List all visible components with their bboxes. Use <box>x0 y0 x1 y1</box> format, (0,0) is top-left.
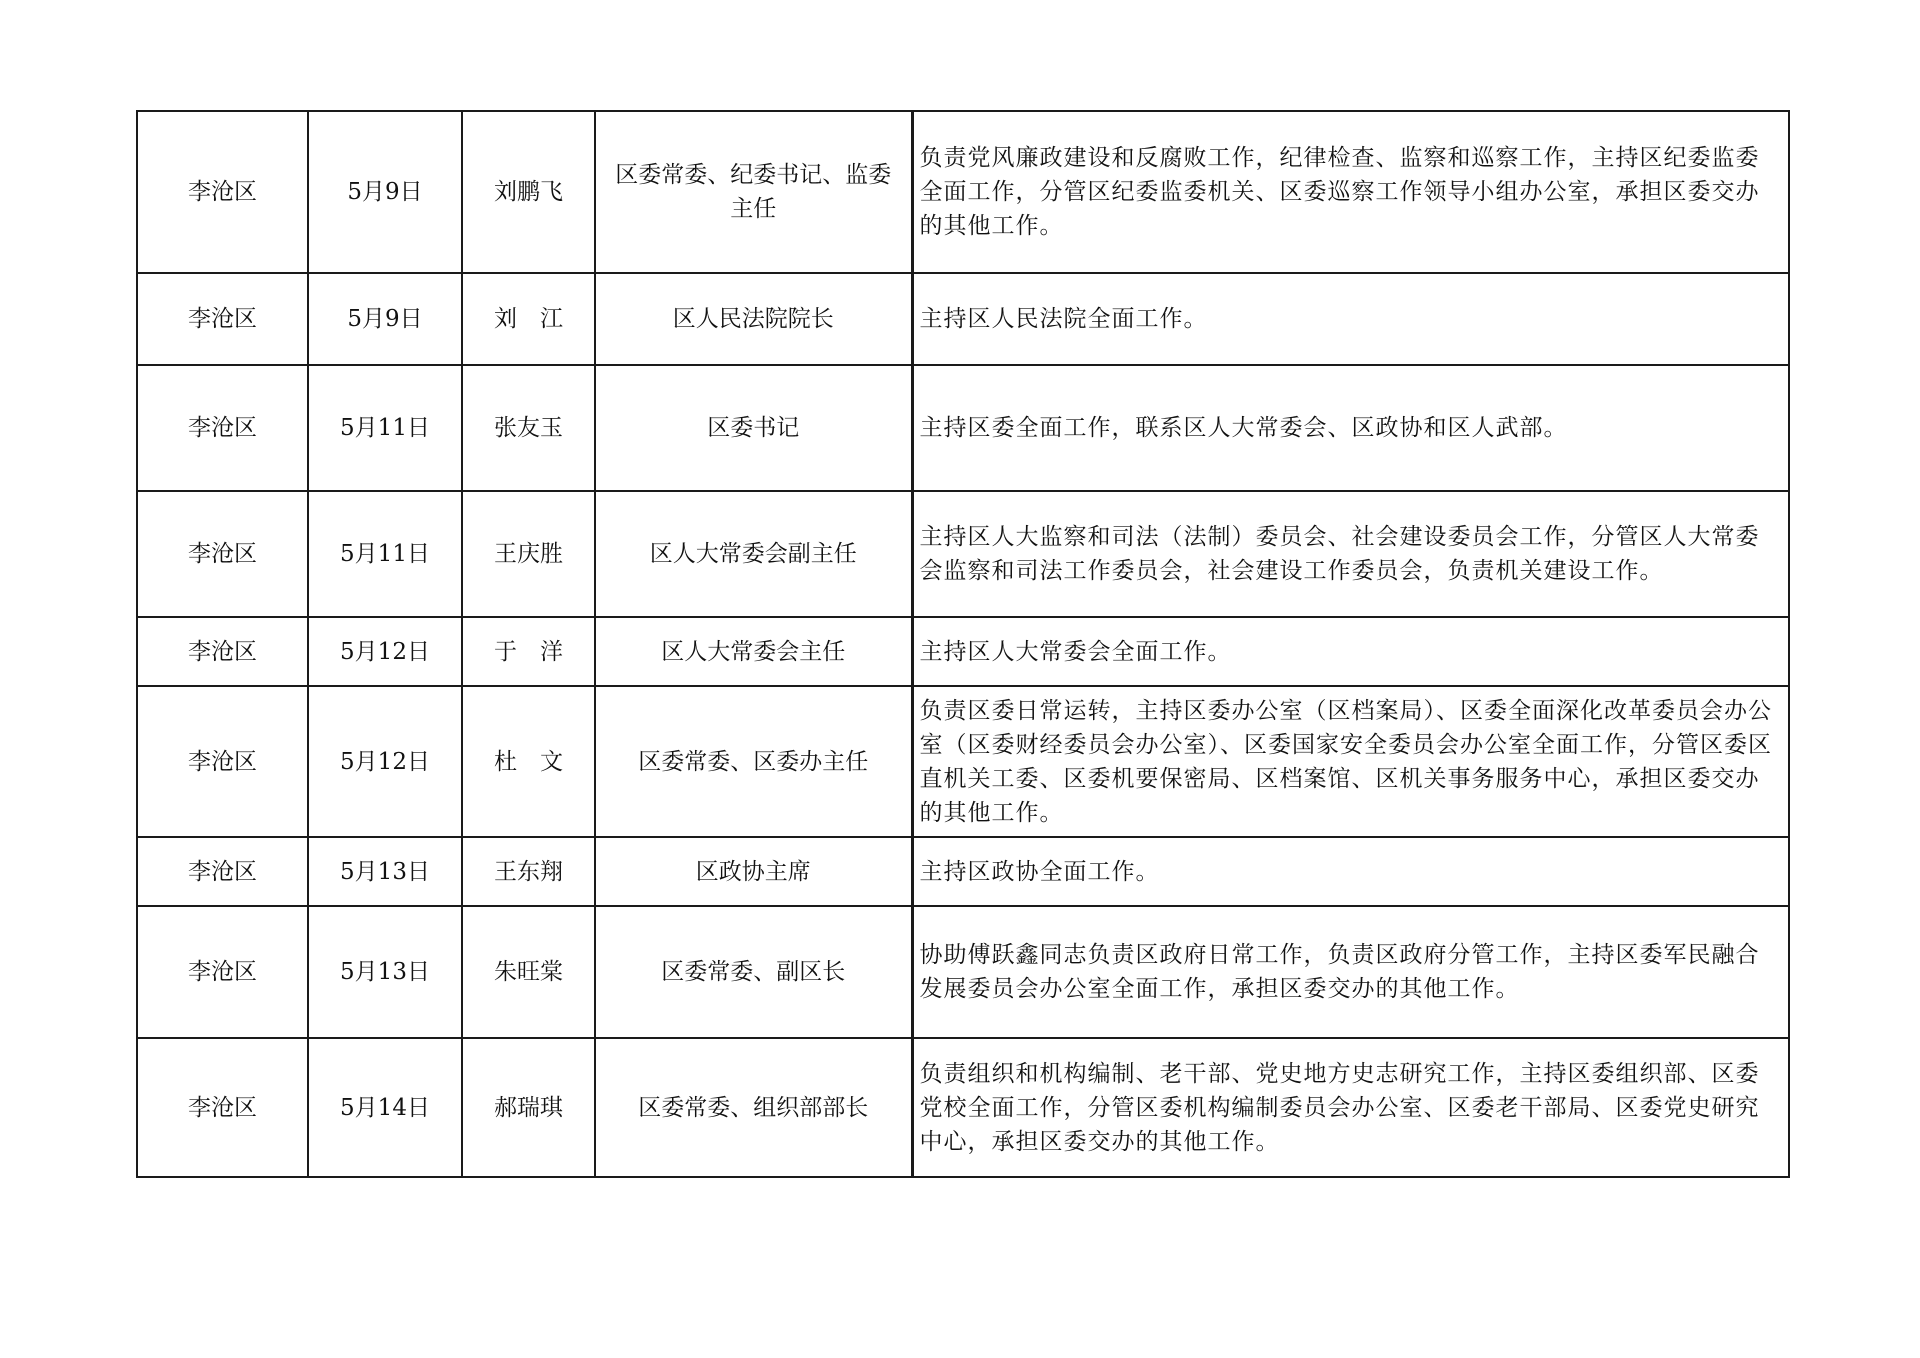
duties-cell: 主持区人大监察和司法（法制）委员会、社会建设委员会工作，分管区人大常委会监察和司法工作委员会，社会建设工作委员会，负责机关建设工作。 <box>912 491 1789 617</box>
position-cell: 区委常委、区委办主任 <box>595 686 912 837</box>
duties-cell: 负责党风廉政建设和反腐败工作，纪律检查、监察和巡察工作，主持区纪委监委全面工作，分管区纪委监委机关、区委巡察工作领导小组办公室，承担区委交办的其他工作。 <box>912 111 1789 273</box>
district-cell: 李沧区 <box>137 1038 308 1177</box>
date-cell: 5月13日 <box>308 837 462 906</box>
district-cell: 李沧区 <box>137 365 308 491</box>
duties-cell: 协助傅跃鑫同志负责区政府日常工作，负责区政府分管工作，主持区委军民融合发展委员会办公室全面工作，承担区委交办的其他工作。 <box>912 906 1789 1038</box>
name-cell: 杜 文 <box>462 686 595 837</box>
table-row <box>137 686 1789 837</box>
duties-cell: 负责区委日常运转，主持区委办公室（区档案局）、区委全面深化改革委员会办公室（区委财经委员会办公室）、区委国家安全委员会办公室全面工作，分管区委区直机关工委、区委机要保密局、区档案馆、区机关事务服务中心，承担区委交办的其他工作。 <box>912 686 1789 837</box>
district-cell: 李沧区 <box>137 837 308 906</box>
table-row <box>137 365 1789 491</box>
table-row <box>137 111 1789 273</box>
duties-cell: 主持区委全面工作，联系区人大常委会、区政协和区人武部。 <box>912 365 1789 491</box>
duties-cell: 主持区人大常委会全面工作。 <box>912 617 1789 686</box>
name-cell: 王东翔 <box>462 837 595 906</box>
date-cell: 5月11日 <box>308 365 462 491</box>
position-cell: 区政协主席 <box>595 837 912 906</box>
officials-table <box>136 110 1790 1178</box>
date-cell: 5月13日 <box>308 906 462 1038</box>
position-cell: 区委常委、副区长 <box>595 906 912 1038</box>
date-cell: 5月12日 <box>308 617 462 686</box>
table-row <box>137 1038 1789 1177</box>
name-cell: 于 洋 <box>462 617 595 686</box>
date-cell: 5月14日 <box>308 1038 462 1177</box>
district-cell: 李沧区 <box>137 491 308 617</box>
date-cell: 5月11日 <box>308 491 462 617</box>
name-cell: 刘鹏飞 <box>462 111 595 273</box>
date-cell: 5月9日 <box>308 273 462 365</box>
name-cell: 王庆胜 <box>462 491 595 617</box>
name-cell: 张友玉 <box>462 365 595 491</box>
date-cell: 5月12日 <box>308 686 462 837</box>
table-row <box>137 617 1789 686</box>
district-cell: 李沧区 <box>137 111 308 273</box>
name-cell: 刘 江 <box>462 273 595 365</box>
position-cell: 区人大常委会副主任 <box>595 491 912 617</box>
name-cell: 郝瑞琪 <box>462 1038 595 1177</box>
duties-cell: 主持区人民法院全面工作。 <box>912 273 1789 365</box>
position-cell: 区委常委、纪委书记、监委主任 <box>595 111 912 273</box>
table-row <box>137 906 1789 1038</box>
duties-cell: 负责组织和机构编制、老干部、党史地方史志研究工作，主持区委组织部、区委党校全面工作，分管区委机构编制委员会办公室、区委老干部局、区委党史研究中心，承担区委交办的其他工作。 <box>912 1038 1789 1177</box>
district-cell: 李沧区 <box>137 906 308 1038</box>
district-cell: 李沧区 <box>137 273 308 365</box>
position-cell: 区人民法院院长 <box>595 273 912 365</box>
table-row <box>137 491 1789 617</box>
duties-cell: 主持区政协全面工作。 <box>912 837 1789 906</box>
date-cell: 5月9日 <box>308 111 462 273</box>
name-cell: 朱旺棠 <box>462 906 595 1038</box>
position-cell: 区人大常委会主任 <box>595 617 912 686</box>
position-cell: 区委常委、组织部部长 <box>595 1038 912 1177</box>
district-cell: 李沧区 <box>137 617 308 686</box>
table-row <box>137 837 1789 906</box>
district-cell: 李沧区 <box>137 686 308 837</box>
position-cell: 区委书记 <box>595 365 912 491</box>
table-row <box>137 273 1789 365</box>
